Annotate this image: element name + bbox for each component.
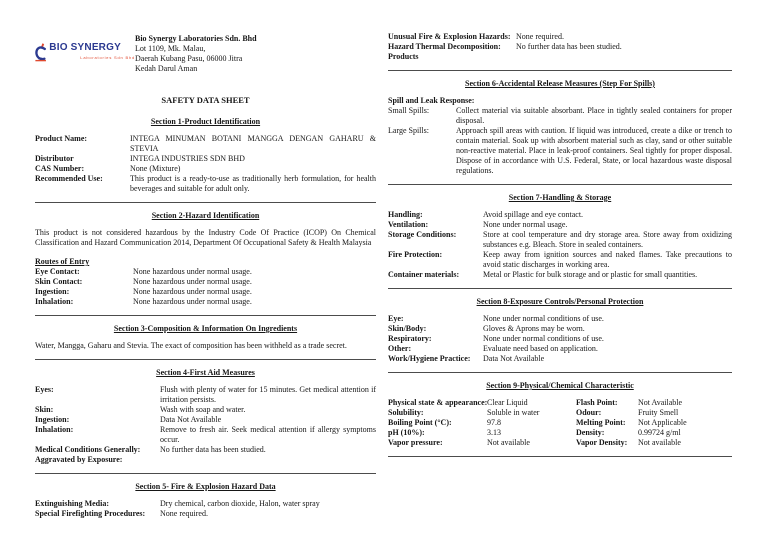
section-divider [35, 202, 376, 203]
field-label: Skin/Body: [388, 324, 427, 333]
brand-tagline: Laboratories Sdn Bhd [80, 54, 135, 60]
field-label: Flash Point: [576, 398, 618, 407]
field-label-line: Products [388, 52, 419, 61]
field-label: Ventilation: [388, 220, 429, 229]
field-value: Soluble in water [487, 408, 540, 417]
field-value: Not available [638, 438, 681, 447]
field-label [388, 42, 516, 62]
section-5-title: Section 5- Fire & Explosion Hazard Data [135, 482, 276, 491]
field-label-line: Aggravated by Exposure: [35, 455, 123, 464]
field-row [388, 250, 732, 270]
composition-text: Water, Mangga, Gaharu and Stevia. The exact of composition has been withheld as a trade secret. [35, 341, 347, 350]
field-label: pH (10%): [388, 428, 425, 437]
field-row [388, 428, 732, 438]
field-row [388, 210, 732, 220]
field-label-line: Medical Conditions Generally: [35, 445, 141, 454]
section-4-title: Section 4-First Aid Measures [156, 368, 255, 377]
section-divider [388, 184, 732, 185]
section-divider [388, 372, 732, 373]
field-value: Clear Liquid [487, 398, 528, 407]
field-row [388, 408, 732, 418]
field-value: Flush with plenty of water for 15 minutes. Get medical attention if irritation persists. [160, 385, 376, 404]
company-address-line: Kedah Darul Aman [135, 64, 198, 73]
field-label: Inhalation: [35, 297, 74, 306]
spill-leak-response-heading: Spill and Leak Response: [388, 96, 475, 105]
field-value: Data Not Available [160, 415, 222, 424]
field-row [388, 344, 732, 354]
company-address-line: Daerah Kubang Pasu, 06000 Jitra [135, 54, 243, 63]
field-row [388, 398, 732, 408]
section-divider [388, 70, 732, 71]
section-6 [388, 79, 732, 176]
field-value: Avoid spillage and eye contact. [483, 210, 584, 219]
field-row [388, 324, 732, 334]
section-divider [388, 456, 732, 457]
field-label: Vapor Density: [576, 438, 628, 447]
logo-row [35, 36, 135, 69]
section-divider [35, 473, 376, 474]
field-value: Collect material via suitable absorbant. Place in tightly sealed containers for proper disposal. [456, 106, 732, 125]
field-row [35, 134, 376, 154]
field-label: Large Spills: [388, 126, 429, 135]
section-5-continued [388, 32, 732, 62]
brand-wordmark: BIO SYNERGY [49, 41, 121, 53]
field-value: 97.8 [487, 418, 501, 427]
section-8 [388, 297, 732, 364]
field-value: None hazardous under normal usage. [133, 297, 252, 306]
field-value: None required. [160, 509, 208, 518]
field-label: Special Firefighting Procedures: [35, 509, 146, 518]
routes-of-entry-heading: Routes of Entry [35, 257, 90, 266]
section-6-title: Section 6-Accidental Release Measures (Step For Spills) [465, 79, 655, 88]
field-value: Fruity Smell [638, 408, 679, 417]
field-row [388, 270, 732, 280]
left-column [35, 28, 376, 519]
field-row [35, 415, 376, 425]
field-label-line: Hazard Thermal Decomposition: [388, 42, 501, 51]
field-label: Product Name: [35, 134, 88, 143]
field-row [35, 385, 376, 405]
field-row [35, 425, 376, 445]
section-1 [35, 117, 376, 194]
field-label: Handling: [388, 210, 423, 219]
section-3-title: Section 3-Composition & Information On Ingredients [113, 324, 298, 333]
field-label: Density: [576, 428, 605, 437]
field-label: Eye: [388, 314, 404, 323]
section-divider [35, 315, 376, 316]
field-value: None required. [516, 32, 564, 41]
field-row [388, 418, 732, 428]
field-row [35, 277, 376, 287]
field-value: Gloves & Aprons may be worn. [483, 324, 585, 333]
field-value: Dry chemical, carbon dioxide, Halon, water spray [160, 499, 320, 508]
hazard-statement: This product is not considered hazardous by the Industry Code Of Practice (ICOP) On Chemical Classification and Hazard Communication 2014, Department Of Occupational Safety & Health Malaysia [35, 228, 376, 247]
field-label: Storage Conditions: [388, 230, 457, 239]
field-value: Not Available [638, 398, 683, 407]
field-label: Physical state & appearance: [388, 398, 488, 407]
field-value: Approach spill areas with caution. If liquid was introduced, create a dike or trench to contain material. Soak up with absorbent material such as clay, sand or other suitable non-reactive material. Place in leak-proof containers. Seal tightly for proper disposal. Dispose of in accordance with U.S. Federal, State, or local hazardous waste disposal regulations. [456, 126, 732, 175]
field-label: Other: [388, 344, 412, 353]
field-row [35, 445, 376, 465]
field-row [35, 154, 376, 164]
field-value: Data Not Available [483, 354, 545, 363]
field-label: Extinguishing Media: [35, 499, 110, 508]
field-row [388, 230, 732, 250]
field-value: INTEGA INDUSTRIES SDN BHD [130, 154, 245, 163]
field-label: Odour: [576, 408, 602, 417]
field-value: None (Mixture) [130, 164, 181, 173]
company-name: Bio Synergy Laboratories Sdn. Bhd [135, 34, 257, 43]
field-label: Container materials: [388, 270, 460, 279]
document-title: SAFETY DATA SHEET [161, 95, 250, 105]
field-label: CAS Number: [35, 164, 85, 173]
field-label: Solubility: [388, 408, 424, 417]
section-9-title: Section 9-Physical/Chemical Characteristic [486, 381, 634, 390]
section-7 [388, 193, 732, 280]
field-row [388, 126, 732, 176]
field-label: Skin Contact: [35, 277, 83, 286]
field-label: Small Spills: [388, 106, 430, 115]
field-row [35, 297, 376, 307]
field-value: None under normal usage. [483, 220, 568, 229]
field-label: Boiling Point (°C): [388, 418, 452, 427]
field-row [388, 106, 732, 126]
field-value: None under normal conditions of use. [483, 334, 604, 343]
section-2 [35, 211, 376, 307]
field-label: Unusual Fire & Explosion Hazards: [388, 32, 511, 41]
section-5 [35, 482, 376, 519]
field-label: Eye Contact: [35, 267, 80, 276]
field-row [388, 334, 732, 344]
field-value: No further data has been studied. [160, 445, 266, 454]
field-row [35, 267, 376, 277]
field-value: Not available [487, 438, 530, 447]
field-label: Vapor pressure: [388, 438, 443, 447]
field-value: No further data has been studied. [516, 42, 622, 51]
field-row [388, 354, 732, 364]
field-label: Skin: [35, 405, 54, 414]
field-label [35, 445, 160, 465]
field-label: Fire Protection: [388, 250, 443, 259]
section-divider [388, 288, 732, 289]
document-header [35, 32, 376, 80]
field-label: Melting Point: [576, 418, 626, 427]
field-row [388, 220, 732, 230]
field-value: 3.13 [487, 428, 501, 437]
field-value: None hazardous under normal usage. [133, 287, 252, 296]
section-7-title: Section 7-Handling & Storage [508, 193, 612, 202]
field-value: None under normal conditions of use. [483, 314, 604, 323]
field-row [388, 314, 732, 324]
company-address-block [135, 32, 257, 74]
field-row [35, 164, 376, 174]
field-row [388, 42, 732, 62]
field-value: Wash with soap and water. [160, 405, 246, 414]
field-row [388, 438, 732, 448]
field-value: Store at cool temperature and dry storage area. Store away from oxidizing substances e.g. Bleach. Store in sealed containers. [483, 230, 732, 249]
field-value: Keep away from ignition sources and naked flames. Take precautions to avoid static discharges in working area. [483, 250, 732, 269]
field-row [35, 174, 376, 194]
section-divider [35, 359, 376, 360]
company-address-line: Lot 1109, Mk. Malau, [135, 44, 206, 53]
field-label: Recommended Use: [35, 174, 103, 183]
field-value: INTEGA MINUMAN BOTANI MANGGA DENGAN GAHARU & STEVIA [130, 134, 376, 153]
field-value: None hazardous under normal usage. [133, 267, 252, 276]
field-label: Work/Hygiene Practice: [388, 354, 471, 363]
section-4 [35, 368, 376, 465]
field-value: Remove to fresh air. Seek medical attention if allergy symptoms occur. [160, 425, 376, 444]
field-value: Evaluate need based on application. [483, 344, 598, 353]
field-value: Metal or Plastic for bulk storage and or plastic for small quantities. [483, 270, 698, 279]
field-label: Distributor [35, 154, 74, 163]
field-value: None hazardous under normal usage. [133, 277, 252, 286]
right-column [388, 28, 732, 457]
field-label: Ingestion: [35, 287, 70, 296]
field-value: 0.99724 g/ml [638, 428, 681, 437]
field-label: Inhalation: [35, 425, 74, 434]
field-row [35, 405, 376, 415]
field-value: Not Applicable [638, 418, 687, 427]
field-label: Eyes: [35, 385, 54, 394]
section-2-title: Section 2-Hazard Identification [151, 211, 260, 220]
field-row [35, 509, 376, 519]
field-row [388, 32, 732, 42]
company-logo [35, 32, 135, 69]
field-row [35, 287, 376, 297]
field-row [35, 499, 376, 509]
microscope-icon [35, 36, 48, 69]
section-8-title: Section 8-Exposure Controls/Personal Protection [476, 297, 644, 306]
field-label: Ingestion: [35, 415, 70, 424]
field-value: This product is a ready-to-use as traditionally herb formulation, for health beverages and suitable for adult only. [130, 174, 376, 193]
field-label: Respiratory: [388, 334, 432, 343]
section-1-title: Section 1-Product Identification [150, 117, 261, 126]
section-3 [35, 324, 376, 351]
section-9 [388, 381, 732, 448]
